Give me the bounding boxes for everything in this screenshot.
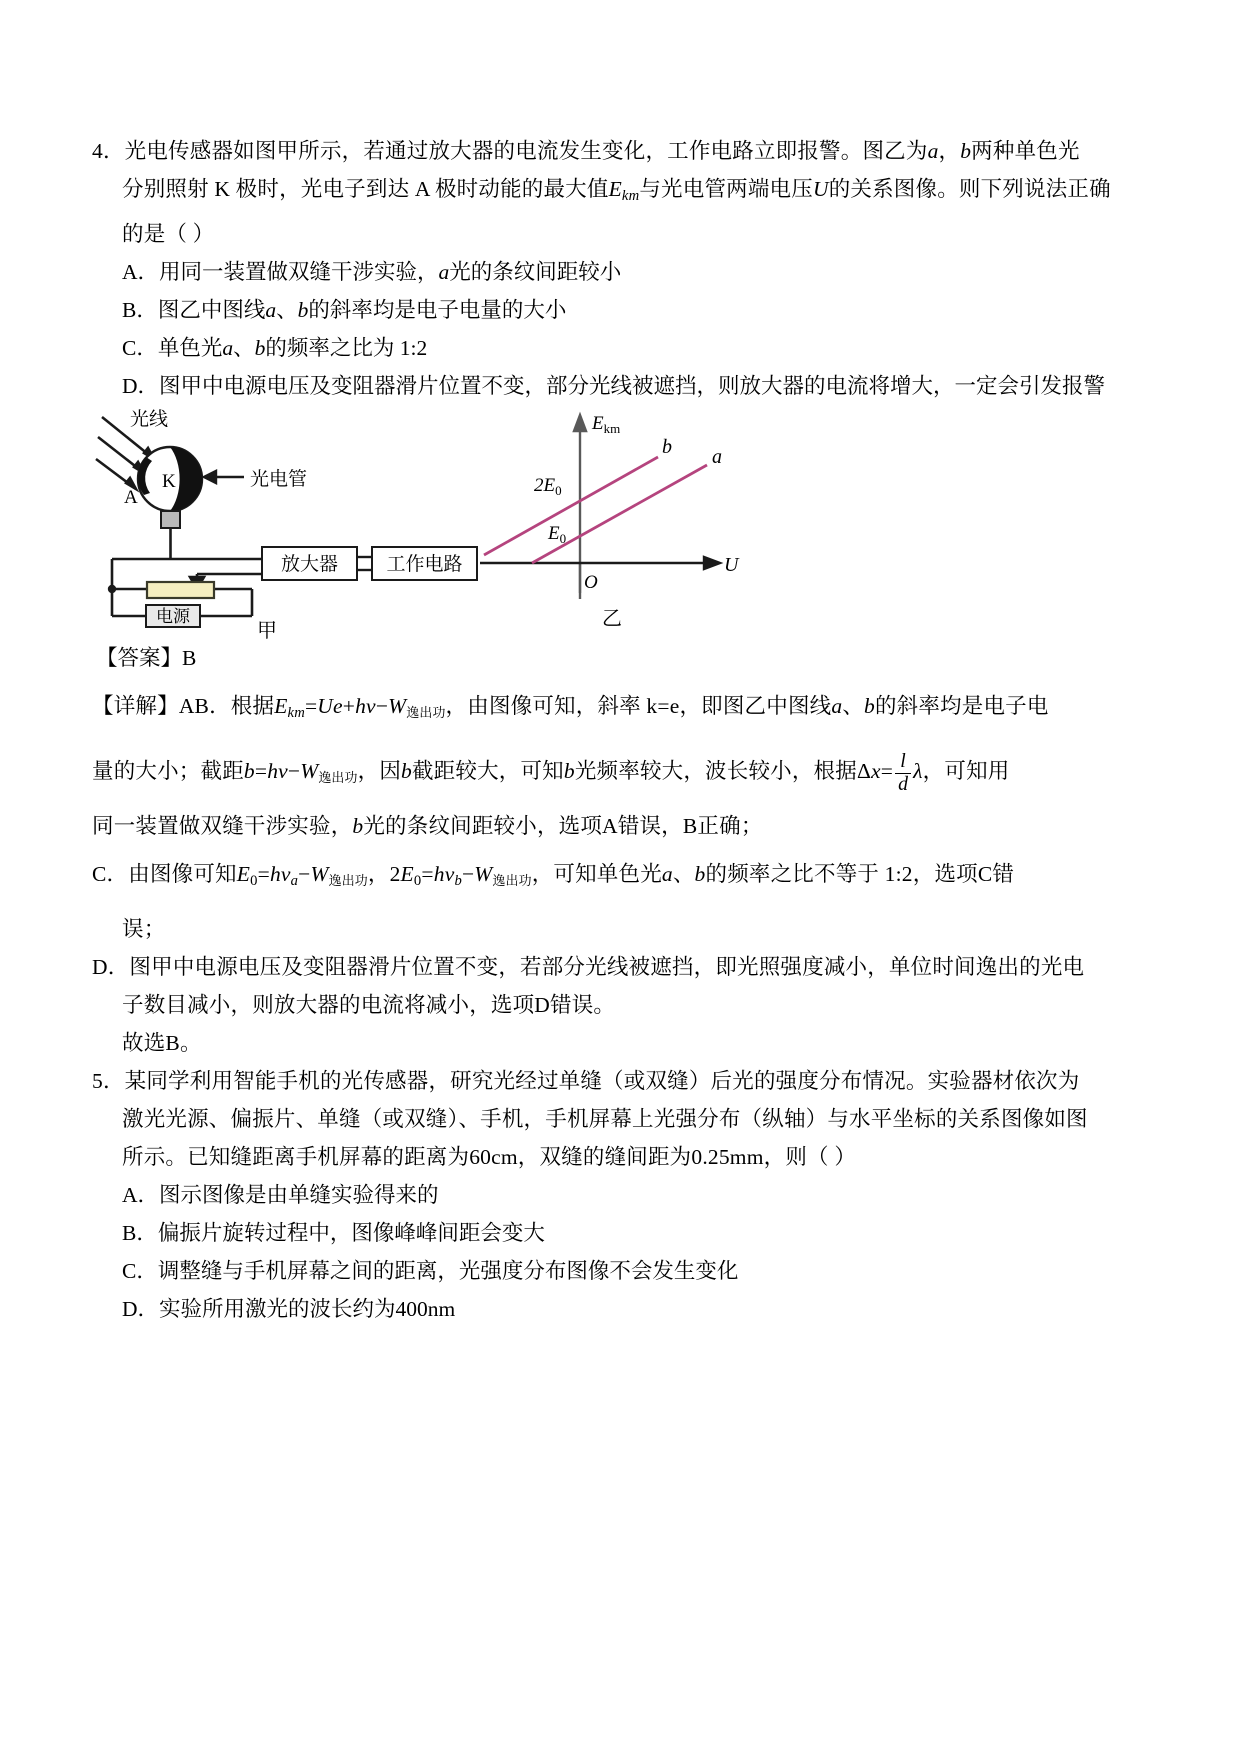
f3-den: d xyxy=(898,772,909,795)
tick-label-e0: $E_0$ xyxy=(548,523,567,547)
fc1-v: v xyxy=(280,862,291,887)
question-5-number: 5 xyxy=(92,1069,103,1094)
answer-tag: 【答案】 xyxy=(96,646,183,671)
option-c-symbol-b: b xyxy=(254,336,266,361)
circuit-wires xyxy=(112,528,262,616)
fc2-two: 2 xyxy=(389,862,401,887)
q5-option-d-label: D． xyxy=(122,1297,160,1322)
fc1-h: h xyxy=(269,862,281,887)
question-4-dot: ． xyxy=(102,139,125,163)
solution-c-mid: ， xyxy=(367,862,390,887)
f-ue: Ue xyxy=(317,694,343,719)
f-w: W xyxy=(388,694,407,719)
solution-line-2-mid: ，因 xyxy=(357,759,402,784)
f-ekm-e: E xyxy=(274,694,288,719)
fc2-minus: − xyxy=(461,862,475,887)
fc2-v-sub: b xyxy=(454,873,462,890)
series-label-b: b xyxy=(662,436,672,459)
figure-yi-caption: 乙 xyxy=(602,608,622,631)
f3-num: l xyxy=(895,751,911,773)
stem-comma: ， xyxy=(938,139,961,163)
y-axis-label: $E_{km}$ xyxy=(592,413,621,437)
tube-socket-icon xyxy=(161,511,180,528)
f-plus: + xyxy=(342,694,356,719)
question-4-stem-text-3: 分别照射 K 极时，光电子到达 A 极时动能的最大值 xyxy=(122,177,609,201)
f2-w-sub: 逸出功 xyxy=(318,771,358,786)
question-4-number: 4 xyxy=(92,139,103,163)
option-b-label: B． xyxy=(122,298,158,323)
f-ekm-sub: km xyxy=(287,705,305,722)
solution-line-2-pre: 量的大小；截距 xyxy=(92,759,244,784)
solc-symbol-a: a xyxy=(661,862,673,887)
question-4-stem-line-3: 的是（ ） xyxy=(122,222,215,247)
answer-line xyxy=(92,639,1157,677)
solution-line-c xyxy=(92,845,1157,910)
detail-tag: 【详解】 xyxy=(92,694,179,719)
fc1-eq: = xyxy=(257,862,270,887)
fc1-e: E xyxy=(236,862,251,887)
fc2-v: v xyxy=(444,862,455,887)
fc2-w-sub: 逸出功 xyxy=(492,873,532,888)
f3-lambda: λ xyxy=(913,759,923,784)
solution-line-d-2: 子数目减小，则放大器的电流将减小，选项D错误。 xyxy=(122,993,616,1018)
f-minus: − xyxy=(375,694,389,719)
q5-option-d-text: 实验所用激光的波长约为400nm xyxy=(159,1297,456,1322)
figures-row xyxy=(92,407,1157,639)
question-4-stem-text-1: 光电传感器如图甲所示，若通过放大器的电流发生变化，工作电路立即报警。图乙为 xyxy=(124,139,928,163)
tick-label-2e0: $2E_0$ xyxy=(534,475,562,499)
power-supply-label: 电源 xyxy=(156,607,190,627)
solc-sep: 、 xyxy=(672,862,695,887)
symbol-ekm: E xyxy=(608,177,622,201)
q5-option-a-text: 图示图像是由单缝实验得来的 xyxy=(159,1183,439,1208)
f-eq: = xyxy=(304,694,318,719)
f2-w: W xyxy=(300,759,319,784)
cathode-label: K xyxy=(162,471,176,493)
fc1-minus: − xyxy=(298,862,311,887)
fc2-w: W xyxy=(474,862,493,887)
formula-c2 xyxy=(389,862,532,890)
work-circuit-label: 工作电路 xyxy=(386,554,463,576)
question-4-stem-line-2 xyxy=(92,170,1157,215)
ray-label: 光线 xyxy=(130,409,169,431)
solution-line-c-cont: 误； xyxy=(122,917,166,942)
question-5-stem-line-1 xyxy=(92,1062,1157,1100)
solution-line-2-end: ，可知用 xyxy=(922,759,1010,784)
fc2-e-sub: 0 xyxy=(413,873,422,890)
fc2-h: h xyxy=(433,862,445,887)
q5-option-b-label: B． xyxy=(122,1221,158,1246)
question-4-stem xyxy=(92,132,1157,253)
junction-dot-icon xyxy=(108,585,116,593)
question-5-option-a[interactable] xyxy=(92,1176,1157,1214)
option-b-symbol-a: a xyxy=(265,298,277,323)
solution-c-end: 的频率之比不等于 1:2，选项C错 xyxy=(705,862,1015,887)
q5-option-c-text: 调整缝与手机屏幕之间的距离，光强度分布图像不会发生变化 xyxy=(157,1259,739,1284)
solution-c-pre: C．由图像可知 xyxy=(92,862,237,887)
q5-option-c-label: C． xyxy=(122,1259,158,1284)
option-a-symbol: a xyxy=(438,260,450,285)
fc1-w-sub: 逸出功 xyxy=(328,873,368,888)
symbol-a: a xyxy=(927,139,939,163)
f3-delta: Δ xyxy=(856,759,871,784)
circuit-svg xyxy=(92,407,512,639)
option-b-text-2: 的斜率均是电子电量的大小 xyxy=(308,298,567,323)
sol-symbol-b: b xyxy=(864,694,875,719)
fc1-v-sub: a xyxy=(290,873,299,890)
solution-line-3 xyxy=(92,807,1157,845)
symbol-b: b xyxy=(960,139,972,163)
fraction-l-over-d xyxy=(895,751,911,795)
solution-line-3-pre: 同一装置做双缝干涉实验， xyxy=(92,814,353,839)
symbol-ekm-sub: km xyxy=(621,188,640,205)
rheostat-icon[interactable] xyxy=(147,582,214,598)
solution-line-1-post: ，由图像可知，斜率 k=e，即图乙中图线 xyxy=(445,694,832,719)
option-c-label: C． xyxy=(122,336,158,361)
solution-line-3-post: 光的条纹间距较小，选项A错误，B正确； xyxy=(363,814,763,839)
phototube-pointer-icon xyxy=(204,471,244,483)
page-content xyxy=(92,132,1157,1328)
sol2-symbol-b2: b xyxy=(563,759,575,784)
question-5-stem-line-2: 激光光源、偏振片、单缝（或双缝）、手机，手机屏幕上光强分布（纵轴）与水平坐标的关系图像如图 xyxy=(122,1107,1088,1132)
question-5-option-c[interactable] xyxy=(92,1252,1157,1290)
f2-eq: = xyxy=(254,759,268,784)
question-5-stem-text-1: 某同学利用智能手机的光传感器，研究光经过单缝（或双缝）后光的强度分布情况。实验器材依次为 xyxy=(124,1069,1080,1094)
fc2-e: E xyxy=(400,862,414,887)
option-d-label: D． xyxy=(122,374,160,399)
question-4-stem-text-4: 与光电管两端电压 xyxy=(639,177,813,201)
option-b-symbol-b: b xyxy=(297,298,309,323)
figure-yi-graph xyxy=(462,403,762,633)
option-c-symbol-a: a xyxy=(222,336,234,361)
f2-b: b xyxy=(243,759,255,784)
question-4-option-a[interactable] xyxy=(92,253,1157,291)
answer-value: B xyxy=(182,646,197,671)
x-axis xyxy=(480,557,720,569)
solution-c-post: ，可知单色光 xyxy=(531,862,662,887)
graph-svg xyxy=(462,403,762,639)
question-4-stem-text-2: 两种单色光 xyxy=(971,139,1080,163)
option-b-sep: 、 xyxy=(276,298,298,323)
f3-x: x xyxy=(870,759,881,784)
option-a-label: A． xyxy=(122,260,160,285)
figure-jia-caption: 甲 xyxy=(257,620,277,640)
formula-delta-x xyxy=(856,750,923,795)
sol2-symbol-b1: b xyxy=(401,759,412,784)
formula-ekm xyxy=(274,694,446,722)
question-4-option-c[interactable] xyxy=(92,329,1157,367)
option-c-sep: 、 xyxy=(233,336,255,361)
question-5-stem xyxy=(92,1062,1157,1176)
solution-line-2-mid2: 截距较大，可知 xyxy=(411,759,564,784)
question-4-stem-line-1 xyxy=(92,132,1157,170)
option-a-text-2: 光的条纹间距较小 xyxy=(449,260,622,285)
sol3-symbol-b: b xyxy=(352,814,364,839)
solution-line-2 xyxy=(92,742,1157,807)
question-4-option-b[interactable] xyxy=(92,291,1157,329)
option-d-text: 图甲中电源电压及变阻器滑片位置不变，部分光线被遮挡，则放大器的电流将增大，一定会引发报警 xyxy=(159,374,1106,399)
solution-final: 故选B。 xyxy=(122,1031,202,1056)
amp-work-connector xyxy=(357,557,372,570)
solution-line-2-mid3: 光频率较大，波长较小，根据 xyxy=(574,759,857,784)
x-axis-label: U xyxy=(724,554,739,577)
option-c-text-2: 的频率之比为 1:2 xyxy=(265,336,428,361)
f-w-sub: 逸出功 xyxy=(406,705,446,720)
symbol-u: U xyxy=(812,177,829,201)
fc2-eq: = xyxy=(421,862,434,887)
formula-c1 xyxy=(236,862,368,890)
solution-line-1-end: 的斜率均是电子电 xyxy=(874,694,1049,719)
fc1-w: W xyxy=(310,862,329,887)
phototube-label: 光电管 xyxy=(250,469,308,491)
formula-intercept xyxy=(243,759,358,786)
f-hv: hv xyxy=(355,694,376,719)
anode-label: A xyxy=(124,487,138,509)
question-5-option-b[interactable] xyxy=(92,1214,1157,1252)
q5-option-b-text: 偏振片旋转过程中，图像峰峰间距会变大 xyxy=(157,1221,545,1246)
f2-hv: hv xyxy=(267,759,288,784)
figure-jia-circuit xyxy=(92,407,512,640)
question-5-dot: ． xyxy=(102,1069,125,1094)
solution-line-d-1: D．图甲中电源电压及变阻器滑片位置不变，若部分光线被遮挡，即光照强度减小，单位时间逸出的光电 xyxy=(92,955,1085,980)
option-b-text-1: 图乙中图线 xyxy=(157,298,266,323)
option-c-text-1: 单色光 xyxy=(157,336,223,361)
series-label-a: a xyxy=(712,446,722,469)
fc1-e-sub: 0 xyxy=(250,873,258,890)
amplifier-label: 放大器 xyxy=(280,554,339,576)
sol-sep-1: 、 xyxy=(842,694,864,719)
question-5-option-d[interactable] xyxy=(92,1290,1157,1328)
q5-option-a-label: A． xyxy=(122,1183,160,1208)
option-a-text-1: 用同一装置做双缝干涉实验， xyxy=(159,260,439,285)
origin-label: O xyxy=(584,572,598,594)
f2-minus: − xyxy=(287,759,301,784)
question-5-stem-line-3: 所示。已知缝距离手机屏幕的距离为60cm，双缝的缝间距为0.25mm，则（ ） xyxy=(122,1145,857,1170)
sol-symbol-a: a xyxy=(831,694,843,719)
f3-eq: = xyxy=(880,759,894,784)
question-4-option-d[interactable] xyxy=(92,367,1157,405)
solution-line-1 xyxy=(92,677,1157,742)
question-4-stem-text-5: 的关系图像。则下列说法正确 xyxy=(828,177,1111,201)
solution-ab-prefix: AB．根据 xyxy=(178,694,275,719)
solc-symbol-b: b xyxy=(694,862,706,887)
